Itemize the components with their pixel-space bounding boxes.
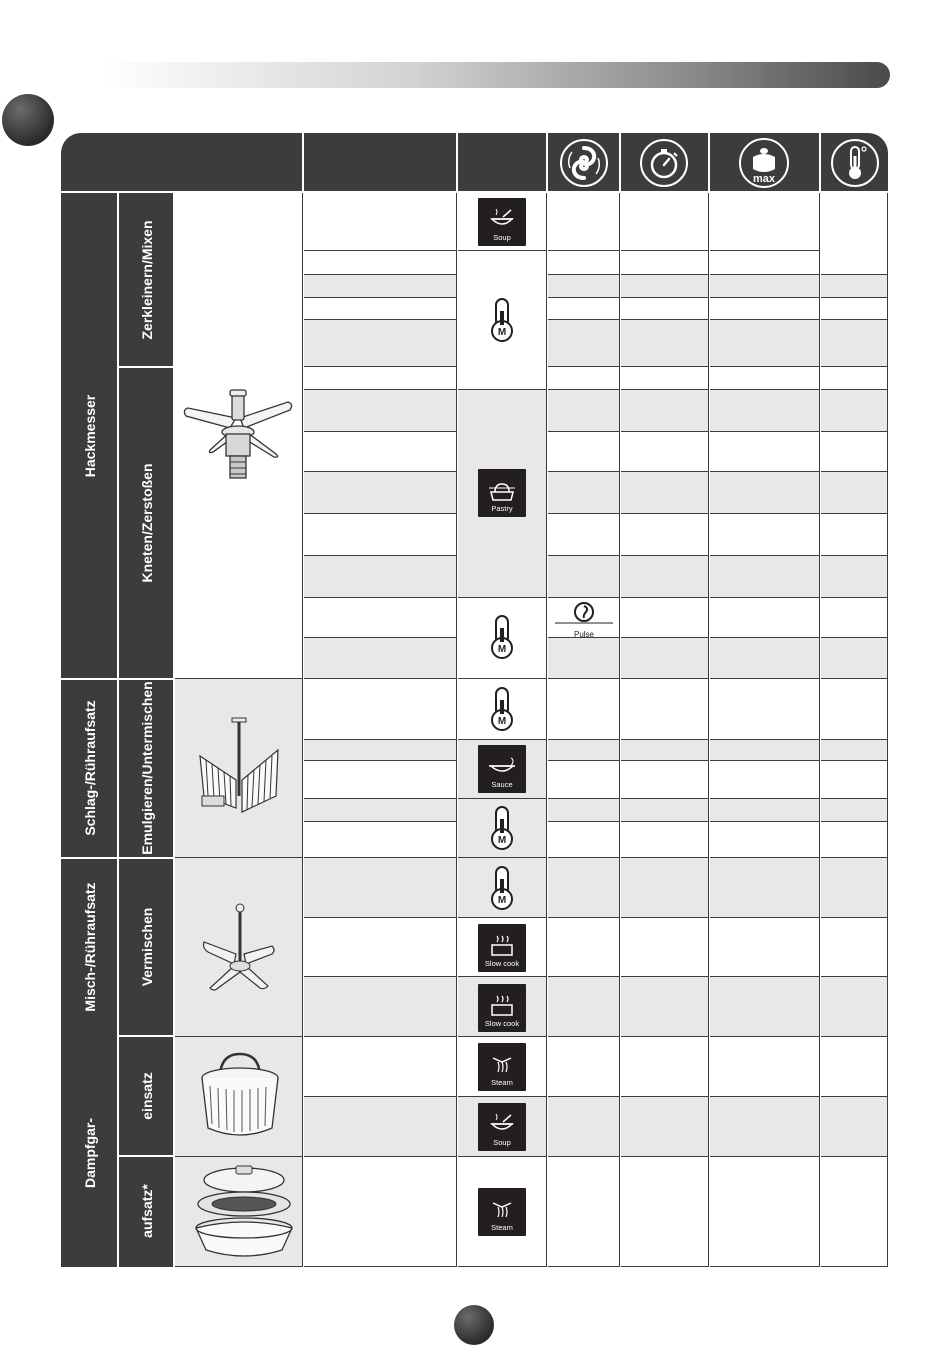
grid-cell xyxy=(710,918,820,977)
grid-cell xyxy=(621,320,709,367)
whisk-attachment-icon xyxy=(190,716,290,820)
program-slowcook-label-1: Slow cook xyxy=(484,959,520,968)
grid-cell xyxy=(304,320,457,367)
grid-cell xyxy=(710,298,820,320)
grid-cell xyxy=(710,320,820,367)
timer-icon xyxy=(636,137,692,189)
grid-cell xyxy=(710,1037,820,1097)
grid-cell xyxy=(548,1157,620,1267)
grid-cell xyxy=(821,320,888,367)
grid-cell xyxy=(548,1037,620,1097)
subgroup-label-kneten: Kneten/Zerstoßen xyxy=(139,463,155,583)
grid-cell xyxy=(821,1037,888,1097)
program-slowcook-label-2: Slow cook xyxy=(484,1019,520,1028)
header-ingredient xyxy=(304,133,456,191)
program-soup-icon-2 xyxy=(478,1103,526,1151)
pulse-icon xyxy=(553,600,615,639)
grid-cell xyxy=(821,918,888,977)
svg-text:M: M xyxy=(497,835,507,846)
program-soup-label-2: Soup xyxy=(493,1138,511,1147)
grid-cell xyxy=(621,598,709,638)
group-label-schlag: Schlag-/Rühraufsatz xyxy=(82,700,98,836)
program-pastry-label: Pastry xyxy=(491,504,513,513)
grid-cell xyxy=(304,638,457,679)
program-sauce-icon xyxy=(478,745,526,793)
grid-cell xyxy=(821,598,888,638)
subgroup-label-vermischen: Vermischen xyxy=(139,907,155,987)
program-slowcook-icon-2 xyxy=(478,984,526,1032)
grid-cell xyxy=(548,432,620,472)
manual-thermometer-icon-2 xyxy=(489,614,515,660)
grid-cell xyxy=(821,977,888,1037)
svg-text:M: M xyxy=(497,327,507,338)
grid-cell xyxy=(710,679,820,740)
grid-cell xyxy=(548,799,620,822)
grid-cell xyxy=(304,598,457,638)
grid-cell xyxy=(621,193,709,251)
program-pastry-icon xyxy=(478,469,526,517)
grid-cell xyxy=(548,193,620,251)
grid-cell xyxy=(821,193,888,275)
grid-cell xyxy=(621,799,709,822)
grid-cell xyxy=(821,858,888,918)
grid-cell xyxy=(621,1037,709,1097)
manual-thermometer-icon-3 xyxy=(489,686,515,732)
grid-cell xyxy=(621,298,709,320)
grid-cell xyxy=(710,598,820,638)
grid-cell xyxy=(304,275,457,298)
grid-cell xyxy=(821,367,888,390)
grid-cell xyxy=(821,740,888,761)
speed-icon xyxy=(556,137,612,189)
grid-cell xyxy=(548,1097,620,1157)
program-steam-icon-1 xyxy=(478,1043,526,1091)
grid-cell xyxy=(304,858,457,918)
grid-cell xyxy=(821,822,888,858)
grid-cell xyxy=(710,367,820,390)
grid-cell xyxy=(710,251,820,275)
grid-cell xyxy=(548,638,620,679)
manual-thermometer-icon-5 xyxy=(489,865,515,911)
program-steam-label-2: Steam xyxy=(491,1223,513,1232)
grid-cell xyxy=(304,977,457,1037)
grid-cell xyxy=(548,251,620,275)
grid-cell xyxy=(548,320,620,367)
grid-cell xyxy=(710,432,820,472)
program-soup-icon xyxy=(478,198,526,246)
grid-cell xyxy=(621,858,709,918)
max-label: max xyxy=(752,173,776,185)
program-steam-icon-2 xyxy=(478,1188,526,1236)
grid-cell xyxy=(304,367,457,390)
group-label-hackmesser: Hackmesser xyxy=(82,394,98,478)
grid-cell xyxy=(548,761,620,799)
grid-cell xyxy=(621,432,709,472)
grid-cell xyxy=(621,822,709,858)
grid-cell xyxy=(621,1097,709,1157)
grid-cell xyxy=(304,390,457,432)
grid-cell xyxy=(710,390,820,432)
program-sauce-label: Sauce xyxy=(491,780,513,789)
grid-cell xyxy=(710,556,820,598)
subgroup-label-zerkleinern: Zerkleinern/Mixen xyxy=(139,220,155,340)
grid-cell xyxy=(710,514,820,556)
group-label-misch: Misch-/Rühraufsatz xyxy=(82,882,98,1012)
grid-cell xyxy=(304,1037,457,1097)
grid-cell xyxy=(710,1157,820,1267)
grid-cell xyxy=(710,858,820,918)
mixing-paddle-icon xyxy=(200,902,280,998)
steamer-tray-icon xyxy=(192,1160,298,1264)
grid-cell xyxy=(548,367,620,390)
grid-cell xyxy=(304,1157,457,1267)
grid-cell xyxy=(304,1097,457,1157)
grid-cell xyxy=(710,638,820,679)
grid-cell xyxy=(821,679,888,740)
grid-cell xyxy=(548,472,620,514)
grid-cell xyxy=(304,193,457,251)
grid-cell xyxy=(621,740,709,761)
grid-cell xyxy=(304,918,457,977)
header-program xyxy=(458,133,546,191)
grid-cell xyxy=(304,679,457,740)
grid-cell xyxy=(304,514,457,556)
page-number-marker xyxy=(454,1305,494,1345)
subgroup-label-aufsatz: aufsatz* xyxy=(139,1184,155,1238)
grid-cell xyxy=(548,858,620,918)
grid-cell xyxy=(621,679,709,740)
grid-cell xyxy=(304,761,457,799)
grid-cell xyxy=(548,298,620,320)
grid-cell xyxy=(710,977,820,1037)
grid-cell xyxy=(821,472,888,514)
grid-cell xyxy=(548,918,620,977)
grid-cell xyxy=(821,556,888,598)
grid-cell xyxy=(304,556,457,598)
program-slowcook-icon-1 xyxy=(478,924,526,972)
grid-cell xyxy=(710,740,820,761)
temperature-icon xyxy=(828,137,882,189)
grid-cell xyxy=(548,740,620,761)
chapter-marker xyxy=(2,94,54,146)
grid-cell xyxy=(621,472,709,514)
grid-cell xyxy=(621,367,709,390)
manual-thermometer-icon-4 xyxy=(489,805,515,851)
grid-cell xyxy=(710,822,820,858)
grid-cell xyxy=(304,822,457,858)
max-weight-icon xyxy=(736,137,792,189)
grid-cell xyxy=(621,638,709,679)
grid-cell xyxy=(710,799,820,822)
grid-cell xyxy=(710,193,820,251)
grid-cell xyxy=(821,638,888,679)
grid-cell xyxy=(710,1097,820,1157)
grid-cell xyxy=(621,275,709,298)
grid-cell xyxy=(304,298,457,320)
grid-cell xyxy=(821,799,888,822)
grid-cell xyxy=(821,514,888,556)
top-gradient-bar xyxy=(100,62,890,88)
chopping-knife-icon xyxy=(180,388,296,484)
grid-cell xyxy=(548,390,620,432)
grid-cell xyxy=(548,514,620,556)
subgroup-label-emulgieren: Emulgieren/Untermischen xyxy=(139,681,155,855)
grid-cell xyxy=(621,977,709,1037)
grid-cell xyxy=(710,761,820,799)
grid-cell xyxy=(548,275,620,298)
grid-cell xyxy=(548,977,620,1037)
svg-text:M: M xyxy=(497,895,507,906)
program-soup-label: Soup xyxy=(493,233,511,242)
grid-cell xyxy=(548,679,620,740)
grid-cell xyxy=(821,298,888,320)
grid-cell xyxy=(710,275,820,298)
header-accessory xyxy=(61,133,302,191)
grid-cell xyxy=(621,251,709,275)
program-steam-label-1: Steam xyxy=(491,1078,513,1087)
grid-cell xyxy=(621,514,709,556)
group-label-dampfgar: Dampfgar- xyxy=(82,1117,98,1189)
grid-cell xyxy=(304,799,457,822)
svg-text:M: M xyxy=(497,644,507,655)
grid-cell xyxy=(621,761,709,799)
grid-cell xyxy=(304,432,457,472)
grid-cell xyxy=(821,1097,888,1157)
grid-cell xyxy=(548,556,620,598)
grid-cell xyxy=(621,556,709,598)
grid-cell xyxy=(621,1157,709,1267)
grid-cell xyxy=(821,761,888,799)
grid-cell xyxy=(548,822,620,858)
steam-basket-icon xyxy=(194,1052,286,1142)
grid-cell xyxy=(821,432,888,472)
grid-cell xyxy=(621,390,709,432)
subgroup-label-einsatz: einsatz xyxy=(139,1072,155,1120)
grid-cell xyxy=(621,918,709,977)
manual-thermometer-icon-1 xyxy=(489,297,515,343)
grid-cell xyxy=(821,275,888,298)
grid-cell xyxy=(304,251,457,275)
grid-cell xyxy=(304,472,457,514)
pulse-label: Pulse xyxy=(573,630,594,639)
grid-cell xyxy=(821,390,888,432)
svg-text:M: M xyxy=(497,716,507,727)
grid-cell xyxy=(304,740,457,761)
grid-cell xyxy=(710,472,820,514)
grid-cell xyxy=(821,1157,888,1267)
